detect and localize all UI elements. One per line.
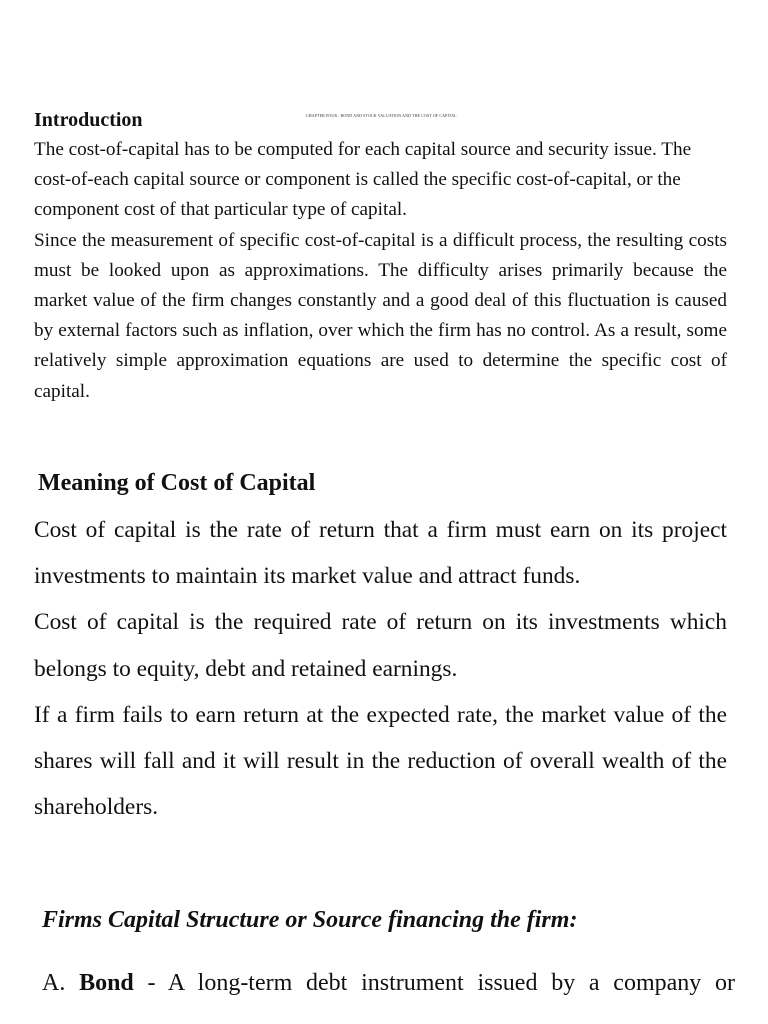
bond-definition-line	[42, 963, 735, 1003]
bond-term: Bond	[79, 970, 134, 996]
meaning-paragraph-3: If a firm fails to earn return at the expected rate, the market value of the shares will fall and it will result in the reduction of overall wealth of the shareholders.	[34, 701, 727, 821]
meaning-paragraph-1: Cost of capital is the rate of return that a firm must earn on its project investments to maintain its market value and attract funds.	[34, 517, 727, 590]
running-head: CHAPTER FOUR : BOND AND STOCK VALUATION AND THE COST OF CAPITAL	[306, 113, 457, 118]
introduction-paragraph-1: The cost-of-capital has to be computed for each capital source and security issue. The cost-of-each capital source or component is called the specific cost-of-capital, or the component cost of that particular type of capital.	[34, 139, 692, 221]
introduction-heading: Introduction	[34, 109, 143, 131]
bond-list-marker: A.	[42, 970, 66, 996]
meaning-heading: Meaning of Cost of Capital	[38, 470, 316, 496]
introduction-body	[34, 135, 727, 407]
firms-capital-structure-heading: Firms Capital Structure or Source financing the firm:	[42, 907, 578, 933]
meaning-paragraph-2: Cost of capital is the required rate of return on its investments which belongs to equity, debt and retained earnings.	[34, 609, 727, 682]
meaning-body	[34, 507, 727, 830]
bond-definition-text: - A long-term debt instrument issued by a company or	[147, 970, 735, 996]
introduction-paragraph-2: Since the measurement of specific cost-of-capital is a difficult process, the resulting costs must be looked upon as approximations. The difficulty arises primarily because the market value of the firm changes constantly and a good deal of this fluctuation is caused by external factors such as inflation, over which the firm has no control. As a result, some relatively simple approximation equations are used to determine the specific cost of capital.	[34, 229, 727, 402]
